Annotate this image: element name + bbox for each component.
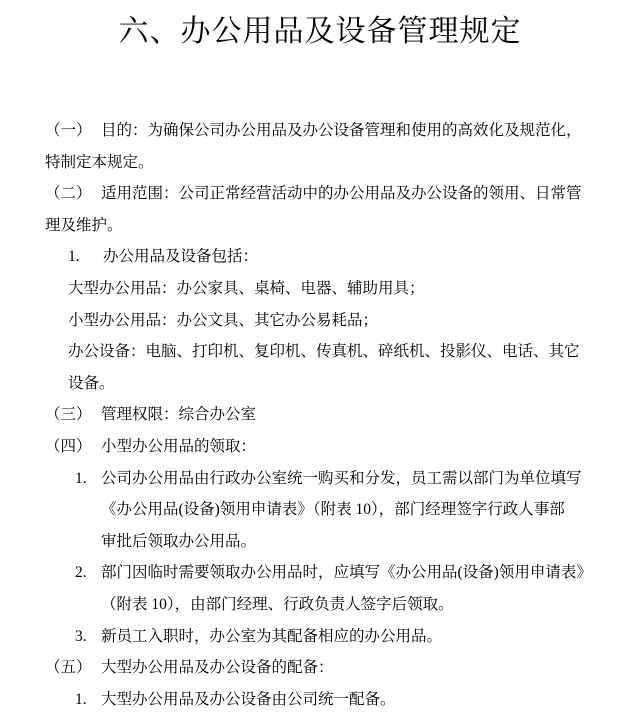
paragraph-line [0,241,640,273]
line-text: 大型办公用品：办公家具、桌椅、电器、辅助用具； [68,279,425,297]
line-text: 设备。 [68,374,115,392]
paragraph-line [0,178,640,210]
paragraph-line [0,526,640,558]
line-text: 适用范围：公司正常经营活动中的办公用品及办公设备的领用、日常管 [101,185,582,203]
list-number: （一） [45,122,92,139]
list-number: 2. [75,564,87,582]
line-text: 部门因临时需要领取办公用品时，应填写《办公用品(设备)领用申请表》 [101,564,592,582]
line-text: 小型办公用品：办公文具、其它办公易耗品； [68,311,379,329]
line-text: 小型办公用品的领取： [101,437,257,455]
paragraph-line [0,399,640,431]
line-text: 特制定本规定。 [45,153,154,171]
line-text: 审批后领取办公用品。 [101,532,257,550]
paragraph-line [0,431,640,463]
list-number: （三） [45,406,92,424]
document-title: 六、办公用品及设备管理规定 [118,15,522,48]
paragraph-line [0,368,640,400]
line-text: 目的：为确保公司办公用品及办公设备管理和使用的高效化及规范化， [101,122,582,139]
list-number: 1. [68,248,80,266]
line-text: 新员工入职时，办公室为其配备相应的办公用品。 [101,627,443,645]
list-number: 3. [75,627,87,645]
line-text: 办公设备：电脑、打印机、复印机、传真机、碎纸机、投影仪、电话、其它 [68,343,580,361]
line-text: 大型办公用品及办公设备由公司统一配备。 [101,690,396,708]
paragraph-line [0,621,640,653]
paragraph-line [0,589,640,621]
paragraph-line [0,684,640,716]
list-number: （二） [45,185,92,203]
line-text: （附表 10），由部门经理、行政负责人签字后领取。 [101,595,454,613]
paragraph-line [0,336,640,368]
paragraph-line [0,652,640,684]
line-text: 管理权限：综合办公室 [101,406,257,424]
line-text: 理及维护。 [45,216,123,234]
paragraph-line [0,210,640,242]
paragraph-line [0,305,640,337]
paragraph-line [0,494,640,526]
line-text: 办公用品及设备包括： [103,248,259,266]
line-text: 公司办公用品由行政办公室统一购买和分发，员工需以部门为单位填写 [101,469,582,487]
paragraph-line [0,273,640,305]
document-body [0,115,640,715]
paragraph-line [0,557,640,589]
line-text: 《办公用品(设备)领用申请表》（附表 10），部门经理签字行政人事部 [101,501,565,519]
list-number: 1. [75,469,87,487]
list-number: （五） [45,659,92,677]
paragraph-line [0,463,640,495]
paragraph-line [0,115,640,147]
list-number: （四） [45,437,92,455]
paragraph-line [0,147,640,179]
list-number: 1. [75,690,87,708]
line-text: 大型办公用品及办公设备的配备： [101,659,334,677]
